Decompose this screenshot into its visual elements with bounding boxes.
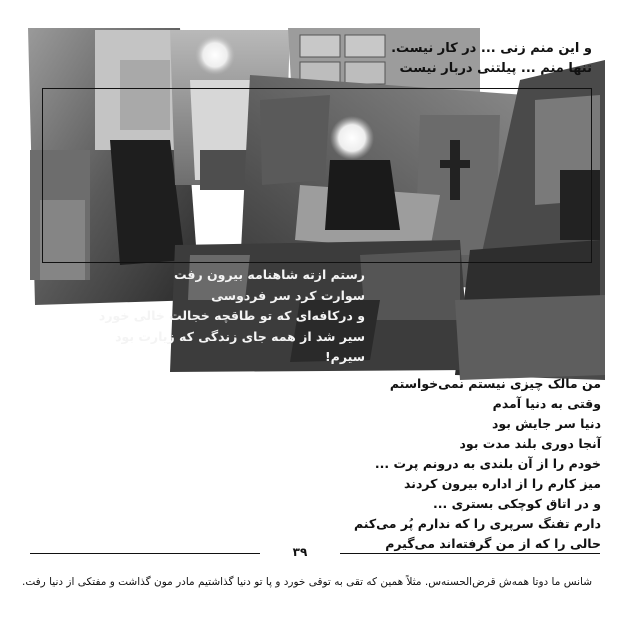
poem-line: دارم تفنگ سرپری را که ندارم پُر می‌کنم [353, 516, 601, 531]
page-number: ۳۹ [292, 545, 308, 559]
poem-top-line: تنها منم ... پیلتنی دربار نیست [399, 61, 592, 76]
poem-overlay-line: رستم ازته شاهنامه بیرون رفت [174, 267, 365, 282]
poem-top-stanza [391, 39, 592, 79]
poem-line: و در اتاق کوچکی بستری ... [432, 496, 601, 511]
poem-line: خودم را از آن بلندی به درونم پرت ... [374, 456, 601, 471]
poem-line: حالی را که از من گرفته‌اند می‌گیرم [385, 536, 601, 551]
poem-line: میز کارم را از اداره بیرون کردند [404, 476, 601, 491]
page-number-row [30, 545, 600, 561]
poem-line: وقتی به دنیا آمدم [492, 396, 601, 411]
poem-overlay-line: و درکافه‌ای که تو طاقچه خجالت خالی خورد [98, 308, 365, 323]
poem-top-line: و این منم زنی ... در کار نیست. [391, 41, 592, 56]
footnote: شانس ما دوتا همه‌ش قرض‌الحسنه‌س. مثلاً همین که تقی به توقی خورد و پا تو دنیا گذاشتیم مادر مون گذاشت و مفتکی از دنیا رفت. [22, 576, 592, 588]
poem-main-stanza [354, 374, 601, 554]
footnote-rule-right [340, 553, 600, 554]
poem-line: آنجا دوری بلند مدت بود [459, 436, 601, 451]
photo-lower-right [455, 295, 605, 380]
poem-line: من مالک چیزی نیستم نمی‌خواستم [389, 376, 601, 391]
poem-overlay-line: سیر شد از همه جای زندگی که زیارت بود [115, 328, 365, 344]
photo-frame-outline [42, 88, 592, 263]
poem-overlay-line: سیرم! [324, 349, 365, 364]
poem-overlay-stanza [99, 265, 365, 368]
footnote-rule-left [30, 553, 260, 554]
poem-line: دنیا سر جایش بود [491, 416, 601, 431]
poem-overlay-line: سوارت کرد سر فردوسی [211, 287, 365, 303]
